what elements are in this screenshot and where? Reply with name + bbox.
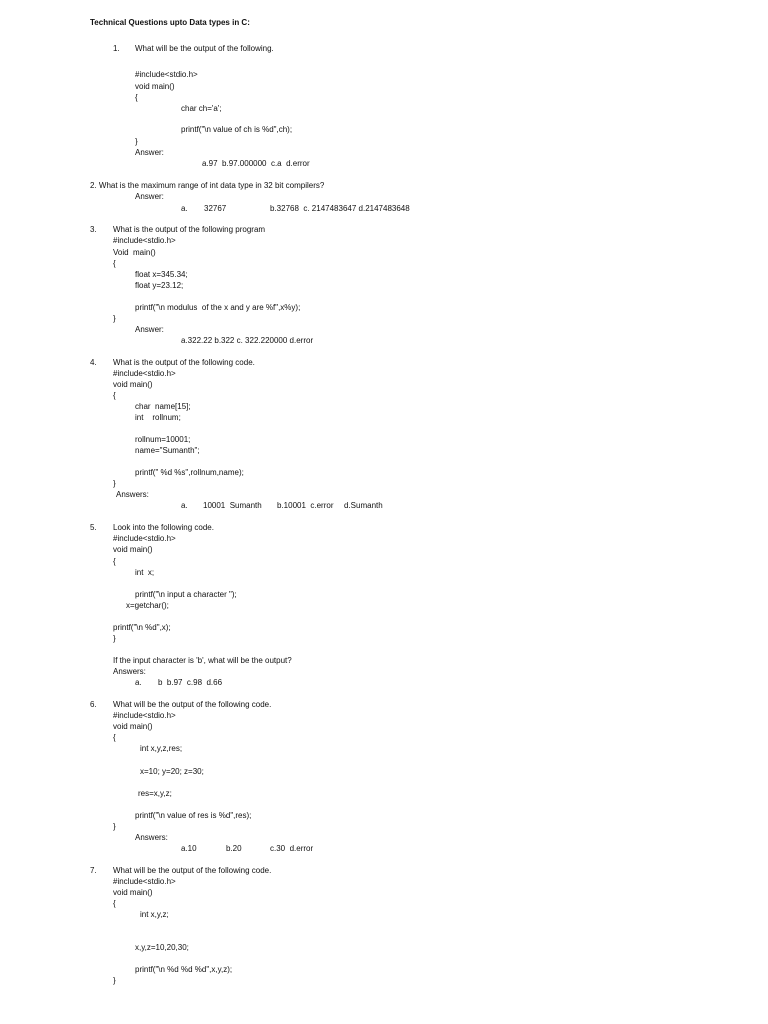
- question-text: What is the output of the following program: [113, 225, 266, 234]
- question-number: 3.: [90, 225, 97, 234]
- code-line: #include<stdio.h>: [135, 70, 198, 79]
- code-line: char ch='a';: [181, 104, 222, 113]
- question-text: 2. What is the maximum range of int data type in 32 bit compilers?: [90, 181, 325, 190]
- code-line: x=10; y=20; z=30;: [140, 767, 204, 776]
- code-line: printf("\n %d %d %d",x,y,z);: [135, 965, 233, 974]
- code-line: {: [135, 93, 138, 102]
- option-a: a.10: [181, 844, 197, 853]
- code-line: {: [113, 259, 116, 268]
- question-number: 7.: [90, 866, 97, 875]
- code-line: }: [113, 314, 116, 323]
- question-text: What will be the output of the following.: [135, 44, 274, 53]
- code-line: res=x,y,z;: [138, 789, 172, 798]
- answer-label: Answer:: [135, 192, 164, 201]
- code-line: char name[15];: [135, 402, 191, 411]
- option-b: b.20: [226, 844, 242, 853]
- answer-label: Answer:: [135, 148, 164, 157]
- option-d: d.Sumanth: [344, 501, 383, 510]
- code-line: void main(): [135, 82, 175, 91]
- code-line: Void main(): [113, 248, 156, 257]
- code-line: x,y,z=10,20,30;: [135, 943, 189, 952]
- code-line: }: [113, 634, 116, 643]
- option-a-letter: a.: [181, 501, 188, 510]
- code-line: #include<stdio.h>: [113, 877, 176, 886]
- code-line: {: [113, 391, 116, 400]
- answer-label: Answer:: [135, 325, 164, 334]
- option-a-value: 10001 Sumanth: [203, 501, 262, 510]
- answer-options: b.32768 c. 2147483647 d.2147483648: [270, 204, 410, 213]
- question-prompt: If the input character is 'b', what will be the output?: [113, 656, 292, 665]
- question-number: 1.: [113, 44, 120, 53]
- code-line: }: [113, 976, 116, 985]
- code-line: printf("\n value of ch is %d",ch);: [181, 125, 293, 134]
- document-title: Technical Questions upto Data types in C:: [90, 18, 250, 27]
- code-line: {: [113, 557, 116, 566]
- code-line: }: [135, 137, 138, 146]
- code-line: x=getchar();: [126, 601, 169, 610]
- code-line: void main(): [113, 380, 153, 389]
- question-text: What is the output of the following code.: [113, 358, 255, 367]
- answer-label: Answers:: [116, 490, 149, 499]
- code-line: float y=23.12;: [135, 281, 184, 290]
- option-c-d: c.30 d.error: [270, 844, 314, 853]
- code-line: void main(): [113, 888, 153, 897]
- question-number: 6.: [90, 700, 97, 709]
- question-text: What will be the output of the following code.: [113, 700, 272, 709]
- code-line: printf("\n %d",x);: [113, 623, 171, 632]
- option-a-letter: a.: [181, 204, 188, 213]
- answer-options: a.97 b.97.000000 c.a d.error: [202, 159, 310, 168]
- code-line: printf("\n modulus of the x and y are %f",x%y);: [135, 303, 301, 312]
- code-line: void main(): [113, 545, 153, 554]
- code-line: void main(): [113, 722, 153, 731]
- code-line: printf("\n input a character ");: [135, 590, 237, 599]
- answer-options: b b.97 c.98 d.66: [158, 678, 223, 687]
- code-line: float x=345.34;: [135, 270, 188, 279]
- code-line: int rollnum;: [135, 413, 181, 422]
- option-a-value: 32767: [204, 204, 227, 213]
- question-text: What will be the output of the following code.: [113, 866, 272, 875]
- code-line: #include<stdio.h>: [113, 534, 176, 543]
- option-b: b.10001 c.error: [277, 501, 334, 510]
- code-line: printf("\n value of res is %d",res);: [135, 811, 252, 820]
- code-line: printf(" %d %s",rollnum,name);: [135, 468, 244, 477]
- code-line: #include<stdio.h>: [113, 369, 176, 378]
- code-line: }: [113, 479, 116, 488]
- question-text: Look into the following code.: [113, 523, 214, 532]
- code-line: #include<stdio.h>: [113, 236, 176, 245]
- answer-label: Answers:: [113, 667, 146, 676]
- code-line: name="Sumanth";: [135, 446, 200, 455]
- question-number: 4.: [90, 358, 97, 367]
- option-a-letter: a.: [135, 678, 142, 687]
- answer-label: Answers:: [135, 833, 168, 842]
- code-line: rollnum=10001;: [135, 435, 191, 444]
- code-line: #include<stdio.h>: [113, 711, 176, 720]
- answer-options: a.322.22 b.322 c. 322.220000 d.error: [181, 336, 314, 345]
- code-line: int x,y,z;: [140, 910, 169, 919]
- code-line: }: [113, 822, 116, 831]
- code-line: int x;: [135, 568, 155, 577]
- code-line: int x,y,z,res;: [140, 744, 183, 753]
- code-line: {: [113, 733, 116, 742]
- code-line: {: [113, 899, 116, 908]
- question-number: 5.: [90, 523, 97, 532]
